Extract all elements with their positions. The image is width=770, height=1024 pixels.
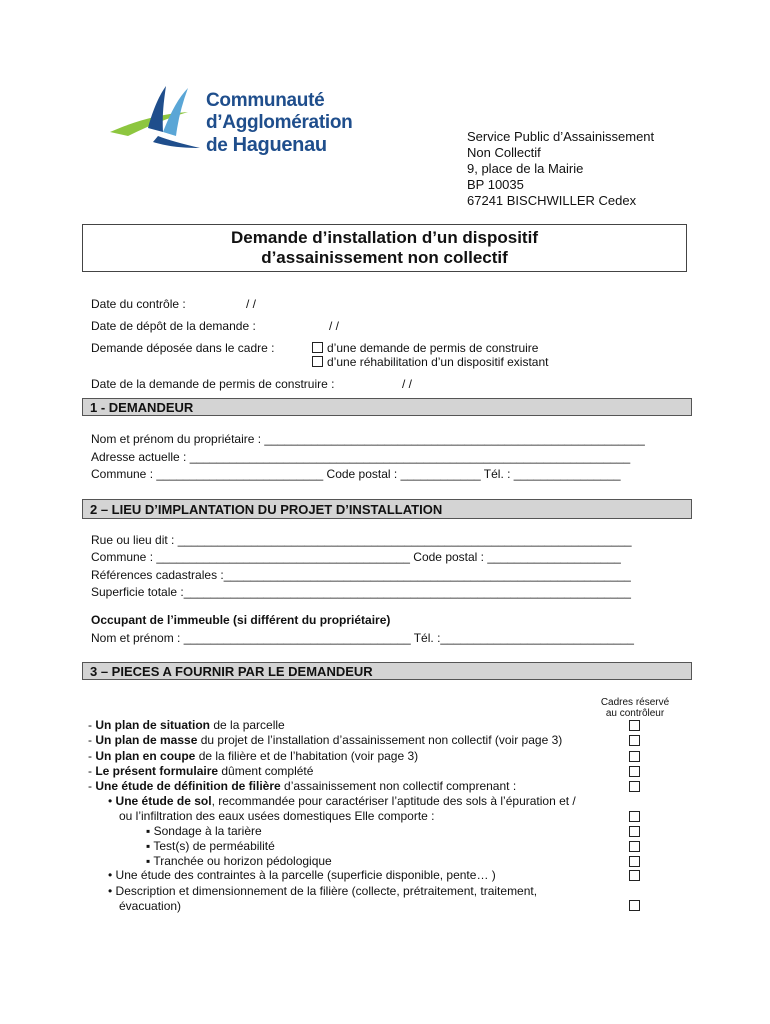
adresse-field[interactable]: Adresse actuelle : __________________________________________________________________	[91, 450, 631, 464]
description-item: • Description et dimensionnement de la filière (collecte, prétraitement, traitement,	[108, 884, 538, 898]
section-3-header: 3 – PIECES A FOURNIR PAR LE DEMANDEUR	[82, 662, 692, 680]
controller-checkbox[interactable]	[629, 811, 640, 822]
commune-cp-field[interactable]: Commune : ______________________________________ Code postal : ____________________	[91, 550, 621, 564]
list-item: - Le présent formulaire dûment complété	[88, 764, 314, 778]
controller-checkbox[interactable]	[629, 766, 640, 777]
controller-checkbox[interactable]	[629, 781, 640, 792]
controller-checkbox[interactable]	[629, 856, 640, 867]
cadre-option-rehabilitation-label: d’une réhabilitation d’un dispositif existant	[327, 355, 549, 369]
logo	[108, 84, 353, 156]
checkbox[interactable]	[312, 356, 323, 367]
logo-line-3-name: Haguenau	[232, 134, 327, 156]
rue-field[interactable]: Rue ou lieu dit : ____________________________________________________________________	[91, 533, 632, 547]
etude-sol-item: • Une étude de sol, recommandée pour caractériser l’aptitude des sols à l’épuration et /	[108, 794, 576, 808]
occupant-title: Occupant de l’immeuble (si différent du propriétaire)	[91, 613, 391, 627]
etude-sol-text-2: ou l’infiltration des eaux usées domestiques Elle comporte :	[119, 809, 435, 823]
cadres-line-1: Cadres réservé	[600, 697, 670, 708]
cadre-option-permis-label: d’une demande de permis de construire	[327, 341, 539, 355]
sub-item-label: Sondage à la tarière	[153, 824, 262, 838]
sub-item-label: Test(s) de perméabilité	[153, 839, 275, 853]
superficie-field[interactable]: Superficie totale :___________________________________________________________________	[91, 585, 631, 599]
sub-item: ▪ Sondage à la tarière	[146, 824, 262, 838]
logo-line-3-prefix: de	[206, 135, 233, 156]
logo-line-2: d’Agglomération	[206, 112, 353, 133]
title-line-1: Demande d’installation d’un dispositif	[231, 228, 538, 247]
etude-sol-text: , recommandée pour caractériser l’aptitude des sols à l’épuration et /	[211, 794, 576, 808]
cadre-option-permis[interactable]	[312, 341, 538, 356]
description-text: Description et dimensionnement de la filière (collecte, prétraitement, traitement,	[115, 884, 538, 898]
address-block	[467, 129, 654, 209]
date-depot-label: Date de dépôt de la demande :	[91, 319, 256, 333]
item-bold: Un plan en coupe	[95, 749, 196, 763]
occupant-field[interactable]: Nom et prénom : __________________________________ Tél. :_____________________________	[91, 631, 634, 645]
logo-swoosh-icon	[108, 84, 208, 154]
etude-sol-bold: Une étude de sol	[115, 794, 212, 808]
checkbox[interactable]	[312, 342, 323, 353]
item-bold: Un plan de situation	[95, 718, 211, 732]
item-text: du projet de l’installation d’assainissement non collectif (voir page 3)	[197, 733, 563, 747]
contraintes-item: • Une étude des contraintes à la parcelle (superficie disponible, pente… )	[108, 868, 496, 882]
cadre-label: Demande déposée dans le cadre :	[91, 341, 275, 355]
date-permis-field[interactable]: / /	[402, 377, 413, 391]
list-item: - Un plan en coupe de la filière et de l’habitation (voir page 3)	[88, 749, 419, 763]
sub-item: ▪ Tranchée ou horizon pédologique	[146, 854, 332, 868]
controller-checkbox[interactable]	[629, 826, 640, 837]
list-item: - Un plan de masse du projet de l’installation d’assainissement non collectif (voir page 3)	[88, 733, 563, 747]
logo-line-1: Communauté	[206, 90, 325, 111]
controller-checkbox[interactable]	[629, 841, 640, 852]
date-controle-label: Date du contrôle :	[91, 297, 186, 311]
cadres-line-2: au contrôleur	[605, 708, 665, 719]
description-text-2: évacuation)	[119, 899, 182, 913]
item-text: de la parcelle	[210, 718, 285, 732]
proprietaire-name-field[interactable]: Nom et prénom du propriétaire : _________________________________________________________	[91, 432, 645, 446]
section-1-header: 1 - DEMANDEUR	[82, 398, 692, 416]
cadre-option-rehabilitation[interactable]	[312, 355, 548, 370]
sub-item-label: Tranchée ou horizon pédologique	[153, 854, 332, 868]
date-depot-field[interactable]: / /	[329, 319, 340, 333]
section-2-header: 2 – LIEU D’IMPLANTATION DU PROJET D’INSTALLATION	[82, 499, 692, 519]
commune-cp-tel-field[interactable]: Commune : _________________________ Code postal : ____________ Tél. : ________________	[91, 467, 621, 481]
item-text: d’assainissement non collectif comprenant :	[280, 779, 517, 793]
item-text: dûment complété	[218, 764, 314, 778]
item-bold: Une étude de définition de filière	[95, 779, 281, 793]
address-line: Service Public d’Assainissement	[467, 129, 655, 144]
address-line: 67241 BISCHWILLER Cedex	[467, 193, 637, 208]
controller-checkbox[interactable]	[629, 900, 640, 911]
references-cadastrales-field[interactable]: Références cadastrales :_____________________________________________________________	[91, 568, 631, 582]
controller-checkbox[interactable]	[629, 751, 640, 762]
address-line: 9, place de la Mairie	[467, 161, 584, 176]
cadres-reserve-label	[585, 697, 685, 719]
controller-checkbox[interactable]	[629, 870, 640, 881]
item-bold: Un plan de masse	[95, 733, 198, 747]
title-line-2: d’assainissement non collectif	[261, 248, 508, 267]
controller-checkbox[interactable]	[629, 735, 640, 746]
list-item: - Une étude de définition de filière d’assainissement non collectif comprenant :	[88, 779, 517, 793]
title-box	[82, 224, 687, 272]
address-line: Non Collectif	[467, 145, 541, 160]
date-controle-field[interactable]: / /	[246, 297, 257, 311]
item-bold: Le présent formulaire	[95, 764, 219, 778]
sub-item: ▪ Test(s) de perméabilité	[146, 839, 275, 853]
list-item: - Un plan de situation de la parcelle	[88, 718, 285, 732]
controller-checkbox[interactable]	[629, 720, 640, 731]
date-permis-label: Date de la demande de permis de construire :	[91, 377, 335, 391]
contraintes-text: Une étude des contraintes à la parcelle (superficie disponible, pente… )	[115, 868, 496, 882]
address-line: BP 10035	[467, 177, 524, 192]
item-text: de la filière et de l’habitation (voir page 3)	[195, 749, 419, 763]
